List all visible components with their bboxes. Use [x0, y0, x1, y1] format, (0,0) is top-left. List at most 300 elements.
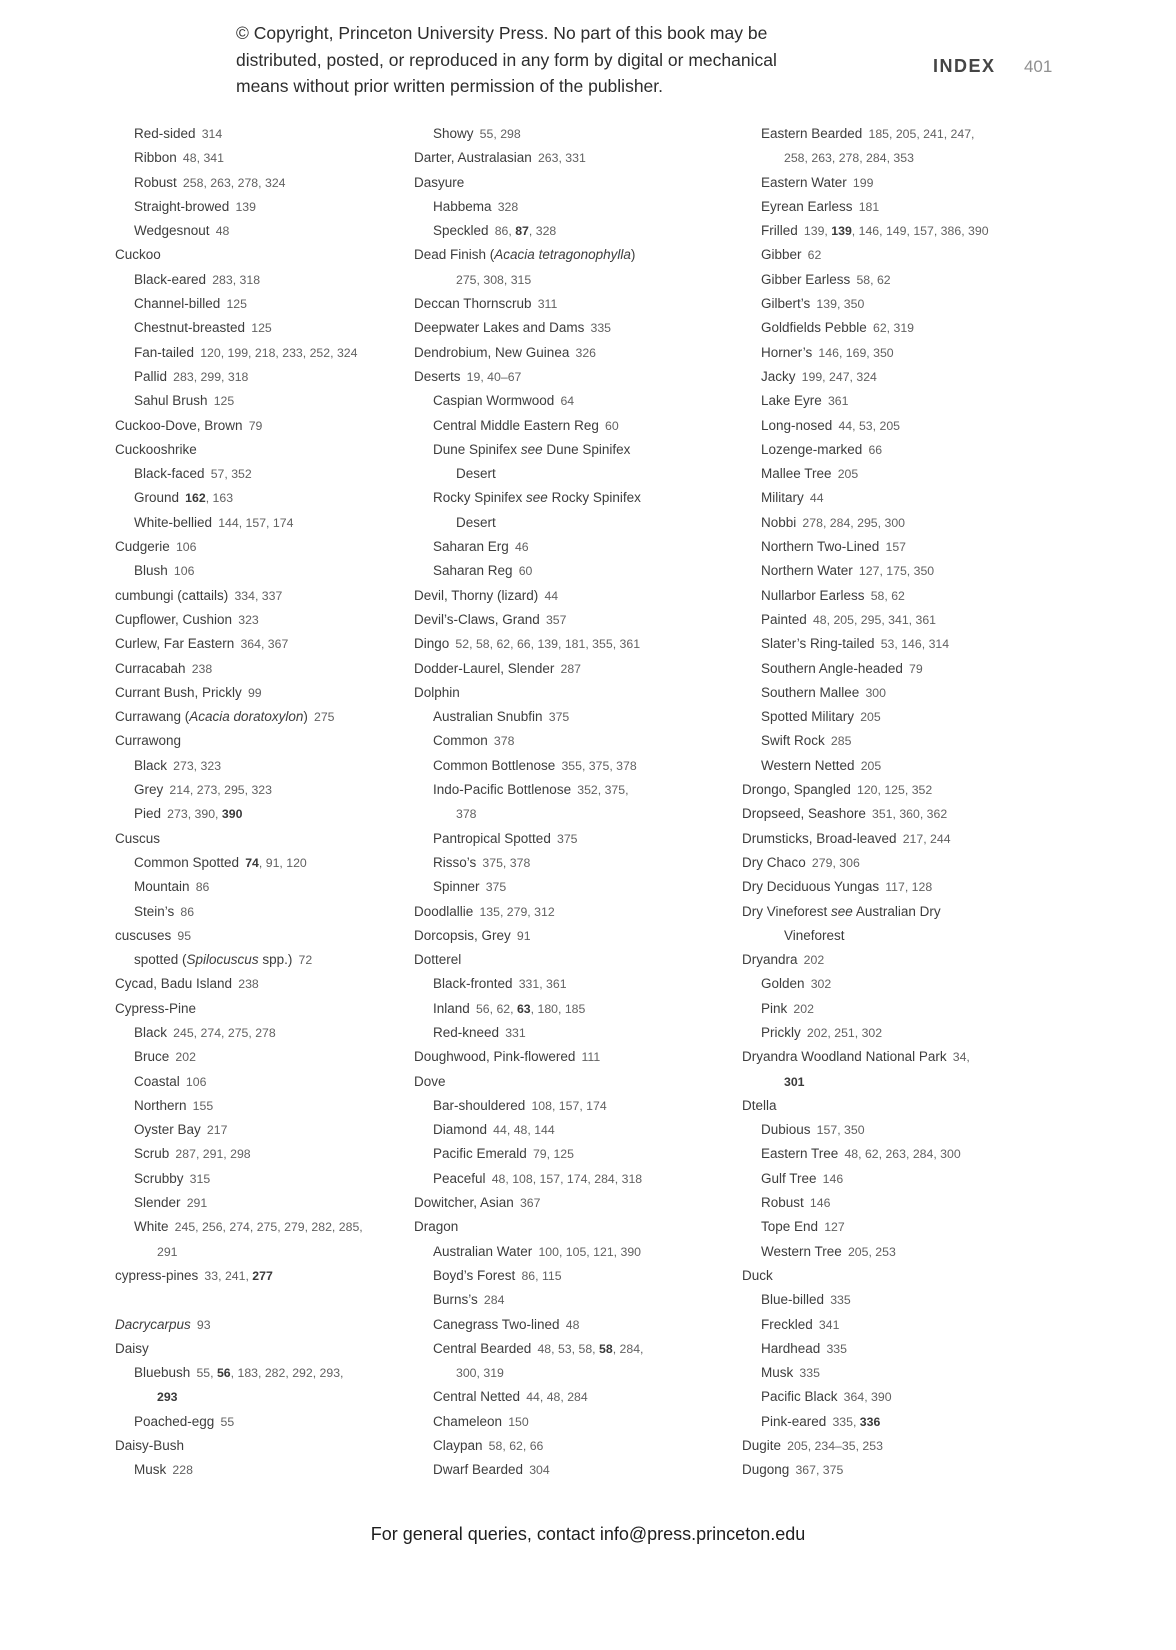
entry-text: Rocky Spinifex: [547, 490, 641, 506]
index-entry: [414, 146, 738, 170]
entry-text: Spotted Military: [761, 709, 855, 725]
index-subentry: [742, 292, 1072, 316]
index-subentry: [742, 462, 1072, 486]
page-refs: 278, 284, 295, 300: [796, 515, 905, 530]
entry-text: Dorcopsis, Grey: [414, 927, 511, 943]
index-entry: [414, 924, 738, 948]
index-entry: [115, 438, 410, 462]
index-runover-line: [414, 268, 738, 292]
entry-text: ): [630, 247, 636, 263]
page-refs: 367, 375: [789, 1463, 844, 1478]
index-subentry: [115, 1045, 410, 1069]
page-refs: 79: [242, 418, 263, 433]
index-subentry: [414, 1167, 738, 1191]
entry-text: Pallid: [134, 368, 168, 384]
index-subentry: [115, 1118, 410, 1142]
page-refs: 120, 199, 218, 233, 252, 324: [194, 345, 358, 360]
page-refs: 202: [797, 953, 825, 968]
page-refs: 283, 318: [206, 272, 261, 287]
index-subentry: [115, 1142, 410, 1166]
entry-text: White-bellied: [134, 514, 213, 530]
page-refs: , 163: [205, 491, 234, 506]
page-refs: 364, 367: [234, 637, 289, 652]
entry-text: Dasyure: [414, 174, 465, 190]
entry-text: Jacky: [761, 368, 796, 384]
index-column-1: [115, 122, 410, 1483]
page-refs: 217: [200, 1123, 228, 1138]
index-subentry: [742, 997, 1072, 1021]
page-refs: 375: [479, 880, 507, 895]
page-ref-bold: 139: [831, 224, 852, 239]
page-refs: 60: [598, 418, 619, 433]
index-subentry: [115, 511, 410, 535]
index-subentry: [115, 122, 410, 146]
page-refs: 258, 263, 278, 284, 353: [784, 151, 914, 166]
page-refs: 238: [185, 661, 213, 676]
page-refs: 273, 323: [167, 758, 222, 773]
page-refs: 378: [487, 734, 515, 749]
page-refs: 355, 375, 378: [555, 758, 637, 773]
entry-text: Drongo, Spangled: [742, 782, 851, 798]
index-entry: [115, 632, 410, 656]
index-subentry: [115, 1215, 410, 1239]
page-refs: 364, 390: [837, 1390, 892, 1405]
entry-text: Ribbon: [134, 150, 177, 166]
page-ref-bold: 56: [216, 1366, 231, 1381]
entry-text: Curracabah: [115, 660, 186, 676]
entry-text: Slender: [134, 1195, 181, 1211]
entry-text: Saharan Reg: [433, 563, 513, 579]
page-refs: 139,: [797, 224, 832, 239]
page-refs: 300, 319: [456, 1366, 504, 1381]
index-subentry: [115, 559, 410, 583]
page-refs: 375, 378: [476, 855, 531, 870]
index-subentry: [414, 1337, 738, 1361]
index-subentry: [742, 1167, 1072, 1191]
entry-text: Golden: [761, 976, 805, 992]
index-entry: [414, 316, 738, 340]
index-subentry: [414, 1240, 738, 1264]
entry-text: Dry Chaco: [742, 854, 806, 870]
index-entry: [742, 900, 1072, 924]
index-subentry: [742, 1240, 1072, 1264]
entry-text: Scrub: [134, 1146, 170, 1162]
page-refs: , 91, 120: [258, 855, 307, 870]
index-entry: [742, 1094, 1072, 1118]
index-label: INDEX: [933, 56, 996, 76]
index-subentry: [414, 414, 738, 438]
contact-line: For general queries, contact info@press.princeton.edu: [370, 1524, 806, 1544]
entry-text: Common Bottlenose: [433, 757, 556, 773]
index-subentry: [414, 1313, 738, 1337]
entry-text: Dune Spinifex: [433, 441, 521, 457]
page-refs: 283, 299, 318: [167, 369, 249, 384]
copyright-line: distributed, posted, or reproduced in any form by digital or mechanical: [236, 49, 777, 70]
index-entry: [115, 1434, 410, 1458]
index-subentry: [115, 316, 410, 340]
index-subentry: [742, 1021, 1072, 1045]
entry-text: Drumsticks, Broad-leaved: [742, 830, 897, 846]
page-refs: 291: [180, 1196, 208, 1211]
page-refs: 352, 375,: [571, 783, 629, 798]
page-refs: 111: [575, 1050, 601, 1065]
index-entry: [115, 972, 410, 996]
index-entry: [414, 365, 738, 389]
index-subentry: [115, 268, 410, 292]
entry-text: Dry Deciduous Yungas: [742, 879, 880, 895]
page-refs: 314: [195, 127, 223, 141]
folio-page-number: 401: [1023, 57, 1053, 76]
index-subentry: [115, 462, 410, 486]
index-subentry: [742, 535, 1072, 559]
entry-text: Dragon: [414, 1219, 459, 1235]
page-refs: 146: [803, 1196, 831, 1211]
page-refs: 284: [477, 1293, 505, 1308]
entry-text: Prickly: [761, 1024, 801, 1040]
page-refs: 62, 319: [866, 321, 915, 336]
entry-text: Nullarbor Earless: [761, 587, 865, 603]
entry-text: Chestnut-breasted: [134, 320, 246, 336]
page-refs: 205, 234–35, 253: [781, 1439, 883, 1454]
entry-text: Vineforest: [784, 927, 845, 943]
index-subentry: [414, 486, 738, 510]
page-refs: 331, 361: [512, 977, 567, 992]
index-subentry: [414, 827, 738, 851]
index-subentry: [742, 584, 1072, 608]
entry-text: Blue-billed: [761, 1292, 825, 1308]
index-subentry: [742, 1337, 1072, 1361]
index-subentry: [115, 851, 410, 875]
index-subentry: [414, 729, 738, 753]
entry-text: Western Tree: [761, 1243, 842, 1259]
entry-text: Peaceful: [433, 1170, 486, 1186]
entry-text: Diamond: [433, 1122, 488, 1138]
page-refs: 285: [824, 734, 852, 749]
entry-text: Channel-billed: [134, 296, 221, 312]
page-refs: 86: [174, 904, 195, 919]
index-subentry: [742, 389, 1072, 413]
entry-text: Long-nosed: [761, 417, 833, 433]
entry-text: Southern Mallee: [761, 684, 860, 700]
page-refs: 57, 352: [204, 467, 252, 482]
page-ref-bold: 63: [516, 1001, 531, 1016]
index-subentry: [414, 997, 738, 1021]
entry-text: Deepwater Lakes and Dams: [414, 320, 585, 336]
page-refs: 205: [854, 710, 881, 725]
page-refs: 56, 62,: [469, 1001, 517, 1016]
index-subentry: [115, 875, 410, 899]
index-subentry: [742, 559, 1072, 583]
index-subentry: [414, 195, 738, 219]
index-subentry: [115, 1021, 410, 1045]
entry-text-italic: see: [831, 903, 853, 919]
entry-text: Black-fronted: [433, 976, 513, 992]
entry-text: Inland: [433, 1000, 470, 1016]
index-subentry: [742, 705, 1072, 729]
entry-text: Eyrean Earless: [761, 198, 853, 214]
index-subentry: [115, 171, 410, 195]
entry-text: Dolphin: [414, 684, 460, 700]
page-refs: 335: [584, 321, 612, 336]
index-entry: [115, 681, 410, 705]
entry-text: Doodlallie: [414, 903, 474, 919]
index-entry: [742, 1434, 1072, 1458]
index-subentry: [414, 875, 738, 899]
page-refs: 275: [307, 710, 335, 725]
index-subentry: [742, 729, 1072, 753]
index-subentry: [115, 754, 410, 778]
entry-text: Cuckooshrike: [115, 441, 197, 457]
index-subentry: [414, 1021, 738, 1045]
entry-text: Dingo: [414, 636, 450, 652]
page-refs: 311: [531, 297, 558, 312]
page-refs: 48: [559, 1317, 580, 1332]
index-entry: [115, 1313, 410, 1337]
page-ref-bold: 293: [157, 1390, 178, 1405]
page-refs: 127, 175, 350: [852, 564, 935, 579]
index-subentry: [742, 657, 1072, 681]
entry-text: Gulf Tree: [761, 1170, 817, 1186]
index-subentry: [742, 195, 1072, 219]
index-subentry: [742, 754, 1072, 778]
index-subentry: [742, 972, 1072, 996]
entry-text: Bruce: [134, 1049, 170, 1065]
index-subentry: [742, 511, 1072, 535]
page-ref-bold: 277: [252, 1268, 273, 1283]
index-subentry: [115, 1361, 410, 1385]
index-subentry: [115, 365, 410, 389]
page-ref-bold: 87: [515, 224, 529, 239]
entry-text: Habbema: [433, 198, 492, 214]
page-refs: 52, 58, 62, 66, 139, 181, 355, 361: [449, 637, 641, 652]
page-refs: 72: [292, 953, 313, 968]
page-refs: 44, 53, 205: [832, 418, 900, 433]
entry-text: Straight-browed: [134, 198, 230, 214]
page-refs: 273, 390,: [161, 807, 222, 822]
entry-text: Slater’s Ring-tailed: [761, 636, 875, 652]
page-ref-bold: 336: [859, 1414, 881, 1429]
index-subentry: [742, 438, 1072, 462]
page-refs: , 146, 149, 157, 386, 390: [851, 224, 989, 239]
page-ref-bold: 58: [599, 1341, 613, 1356]
index-subentry: [414, 535, 738, 559]
page-refs: 53, 146, 314: [874, 637, 950, 652]
entry-text: Nobbi: [761, 514, 797, 530]
page-refs: , 183, 282, 292, 293,: [230, 1366, 344, 1381]
page-refs: 328: [491, 199, 519, 214]
entry-text: Currawang (: [115, 709, 190, 725]
index-entry: [742, 1264, 1072, 1288]
page-refs: 375: [542, 710, 570, 725]
entry-text: Dotterel: [414, 952, 462, 968]
index-runover-line: [414, 462, 738, 486]
index-entry: [414, 1070, 738, 1094]
page-refs: 245, 256, 274, 275, 279, 282, 285,: [168, 1220, 363, 1235]
page-refs: 55: [214, 1414, 235, 1429]
entry-text: Freckled: [761, 1316, 813, 1332]
copyright-line: © Copyright, Princeton University Press. No part of this book may be: [236, 23, 768, 43]
page-refs: 228: [166, 1463, 193, 1478]
index-subentry: [414, 1385, 738, 1409]
index-entry: [414, 171, 738, 195]
index-entry: [115, 827, 410, 851]
index-subentry: [414, 1288, 738, 1312]
index-entry: [742, 875, 1072, 899]
index-entry: [742, 802, 1072, 826]
index-entry: [414, 243, 738, 267]
entry-text: Coastal: [134, 1073, 180, 1089]
index-entry: [414, 341, 738, 365]
entry-text-italic: Spilocuscus: [186, 952, 259, 968]
index-entry: [414, 584, 738, 608]
page-refs: 106: [179, 1074, 207, 1089]
entry-text: Showy: [433, 126, 474, 141]
entry-text: Red-sided: [134, 126, 196, 141]
index-entry: [742, 778, 1072, 802]
page-refs: 86, 115: [515, 1268, 562, 1283]
entry-text: Pink-eared: [761, 1413, 827, 1429]
page-ref-bold: 162: [179, 491, 206, 506]
index-subentry: [115, 219, 410, 243]
entry-text: cuscuses: [115, 927, 172, 943]
page-refs: 66: [862, 442, 883, 457]
page-refs: 335: [793, 1366, 820, 1381]
page-refs: 334, 337: [228, 588, 283, 603]
entry-text-italic: Acacia tetragonophylla: [494, 247, 631, 263]
index-subentry: [742, 341, 1072, 365]
entry-text: Dugong: [742, 1462, 790, 1478]
entry-text: Chameleon: [433, 1413, 503, 1429]
entry-text: Eastern Water: [761, 174, 847, 190]
entry-text: Cycad, Badu Island: [115, 976, 233, 992]
entry-text: Claypan: [433, 1438, 483, 1454]
entry-text: Boyd’s Forest: [433, 1267, 516, 1283]
page-refs: 378: [456, 807, 477, 822]
page-refs: 48, 341: [176, 151, 224, 166]
page-refs: 300: [859, 685, 886, 700]
index-subentry: [742, 414, 1072, 438]
entry-text: Devil’s-Claws, Grand: [414, 611, 540, 627]
index-subentry: [414, 559, 738, 583]
index-subentry: [414, 389, 738, 413]
entry-text: Southern Angle-headed: [761, 660, 903, 676]
page-refs: 275, 308, 315: [456, 272, 532, 287]
page-refs: 367: [513, 1196, 541, 1211]
page-refs: 34,: [946, 1050, 970, 1065]
index-subentry: [115, 292, 410, 316]
page-refs: 120, 125, 352: [850, 783, 933, 798]
entry-text: Deccan Thornscrub: [414, 296, 532, 312]
index-subentry: [115, 341, 410, 365]
page-refs: 44, 48, 284: [520, 1390, 588, 1405]
copyright-line: means without prior written permission of the publisher.: [236, 76, 664, 96]
index-subentry: [742, 1142, 1072, 1166]
page-refs: 125: [207, 394, 235, 409]
page-refs: 302: [804, 977, 832, 992]
index-subentry: [414, 1094, 738, 1118]
index-subentry: [742, 1361, 1072, 1385]
index-subentry: [742, 171, 1072, 195]
entry-text: Painted: [761, 611, 807, 627]
entry-text: Deserts: [414, 368, 461, 384]
page-refs: 108, 157, 174: [525, 1098, 607, 1113]
index-subentry: [414, 705, 738, 729]
page-refs: 100, 105, 121, 390: [532, 1244, 642, 1259]
entry-text: Cupflower, Cushion: [115, 611, 233, 627]
entry-text: Northern Water: [761, 563, 853, 579]
page-refs: 64: [554, 394, 575, 409]
entry-text: Musk: [761, 1365, 794, 1381]
index-runover-line: [115, 1385, 410, 1409]
entry-text: Dead Finish (: [414, 247, 495, 263]
entry-text: Central Netted: [433, 1389, 521, 1405]
entry-text: Dowitcher, Asian: [414, 1195, 514, 1211]
page-ref-bold: 74: [239, 855, 259, 870]
index-subentry: [742, 1288, 1072, 1312]
entry-text: Burns’s: [433, 1292, 478, 1308]
page-refs: 55,: [190, 1366, 217, 1381]
page-refs: 19, 40–67: [460, 369, 522, 384]
entry-text: cypress-pines: [115, 1267, 199, 1283]
index-entry: [115, 705, 410, 729]
entry-text: Western Netted: [761, 757, 855, 773]
page-refs: 335,: [826, 1414, 860, 1429]
index-runover-line: [414, 1361, 738, 1385]
index-subentry: [742, 632, 1072, 656]
index-entry: [742, 1458, 1072, 1482]
page-refs: 287, 291, 298: [169, 1147, 251, 1162]
page-refs: 146, 169, 350: [812, 345, 894, 360]
entry-text: Risso’s: [433, 854, 477, 870]
index-subentry: [115, 389, 410, 413]
entry-text: Doughwood, Pink-flowered: [414, 1049, 576, 1065]
entry-text: Goldfields Pebble: [761, 320, 867, 336]
page-refs: 155: [186, 1098, 214, 1113]
index-entry: [414, 657, 738, 681]
page-refs: 335: [820, 1341, 847, 1356]
entry-text: Eastern Tree: [761, 1146, 839, 1162]
page-refs: 135, 279, 312: [473, 904, 555, 919]
page-refs: 315: [183, 1171, 211, 1186]
index-subentry: [115, 802, 410, 826]
index-subentry: [115, 948, 410, 972]
index-subentry: [742, 608, 1072, 632]
page-refs: 44, 48, 144: [487, 1123, 555, 1138]
index-subentry: [414, 438, 738, 462]
entry-text: Dwarf Bearded: [433, 1462, 524, 1478]
index-subentry: [115, 1167, 410, 1191]
page-refs: 48, 53, 58,: [531, 1341, 599, 1356]
entry-text: spp.): [258, 952, 293, 968]
index-subentry: [742, 268, 1072, 292]
entry-text: Saharan Erg: [433, 539, 509, 555]
entry-text: Ground: [134, 490, 180, 506]
entry-text: spotted (: [134, 952, 187, 968]
index-subentry: [742, 243, 1072, 267]
page-refs: 95: [171, 928, 192, 943]
page-refs: 238: [232, 977, 259, 992]
entry-text: Pacific Black: [761, 1389, 838, 1405]
entry-text-italic: see: [526, 490, 548, 506]
index-entry: [742, 851, 1072, 875]
entry-text: Frilled: [761, 223, 798, 239]
page-refs: 62: [801, 248, 822, 263]
page-refs: 279, 306: [805, 855, 860, 870]
index-entry: [742, 948, 1072, 972]
entry-text: Cuckoo-Dove, Brown: [115, 417, 243, 433]
entry-text: Daisy-Bush: [115, 1438, 185, 1454]
page-refs: 144, 157, 174: [212, 515, 294, 530]
